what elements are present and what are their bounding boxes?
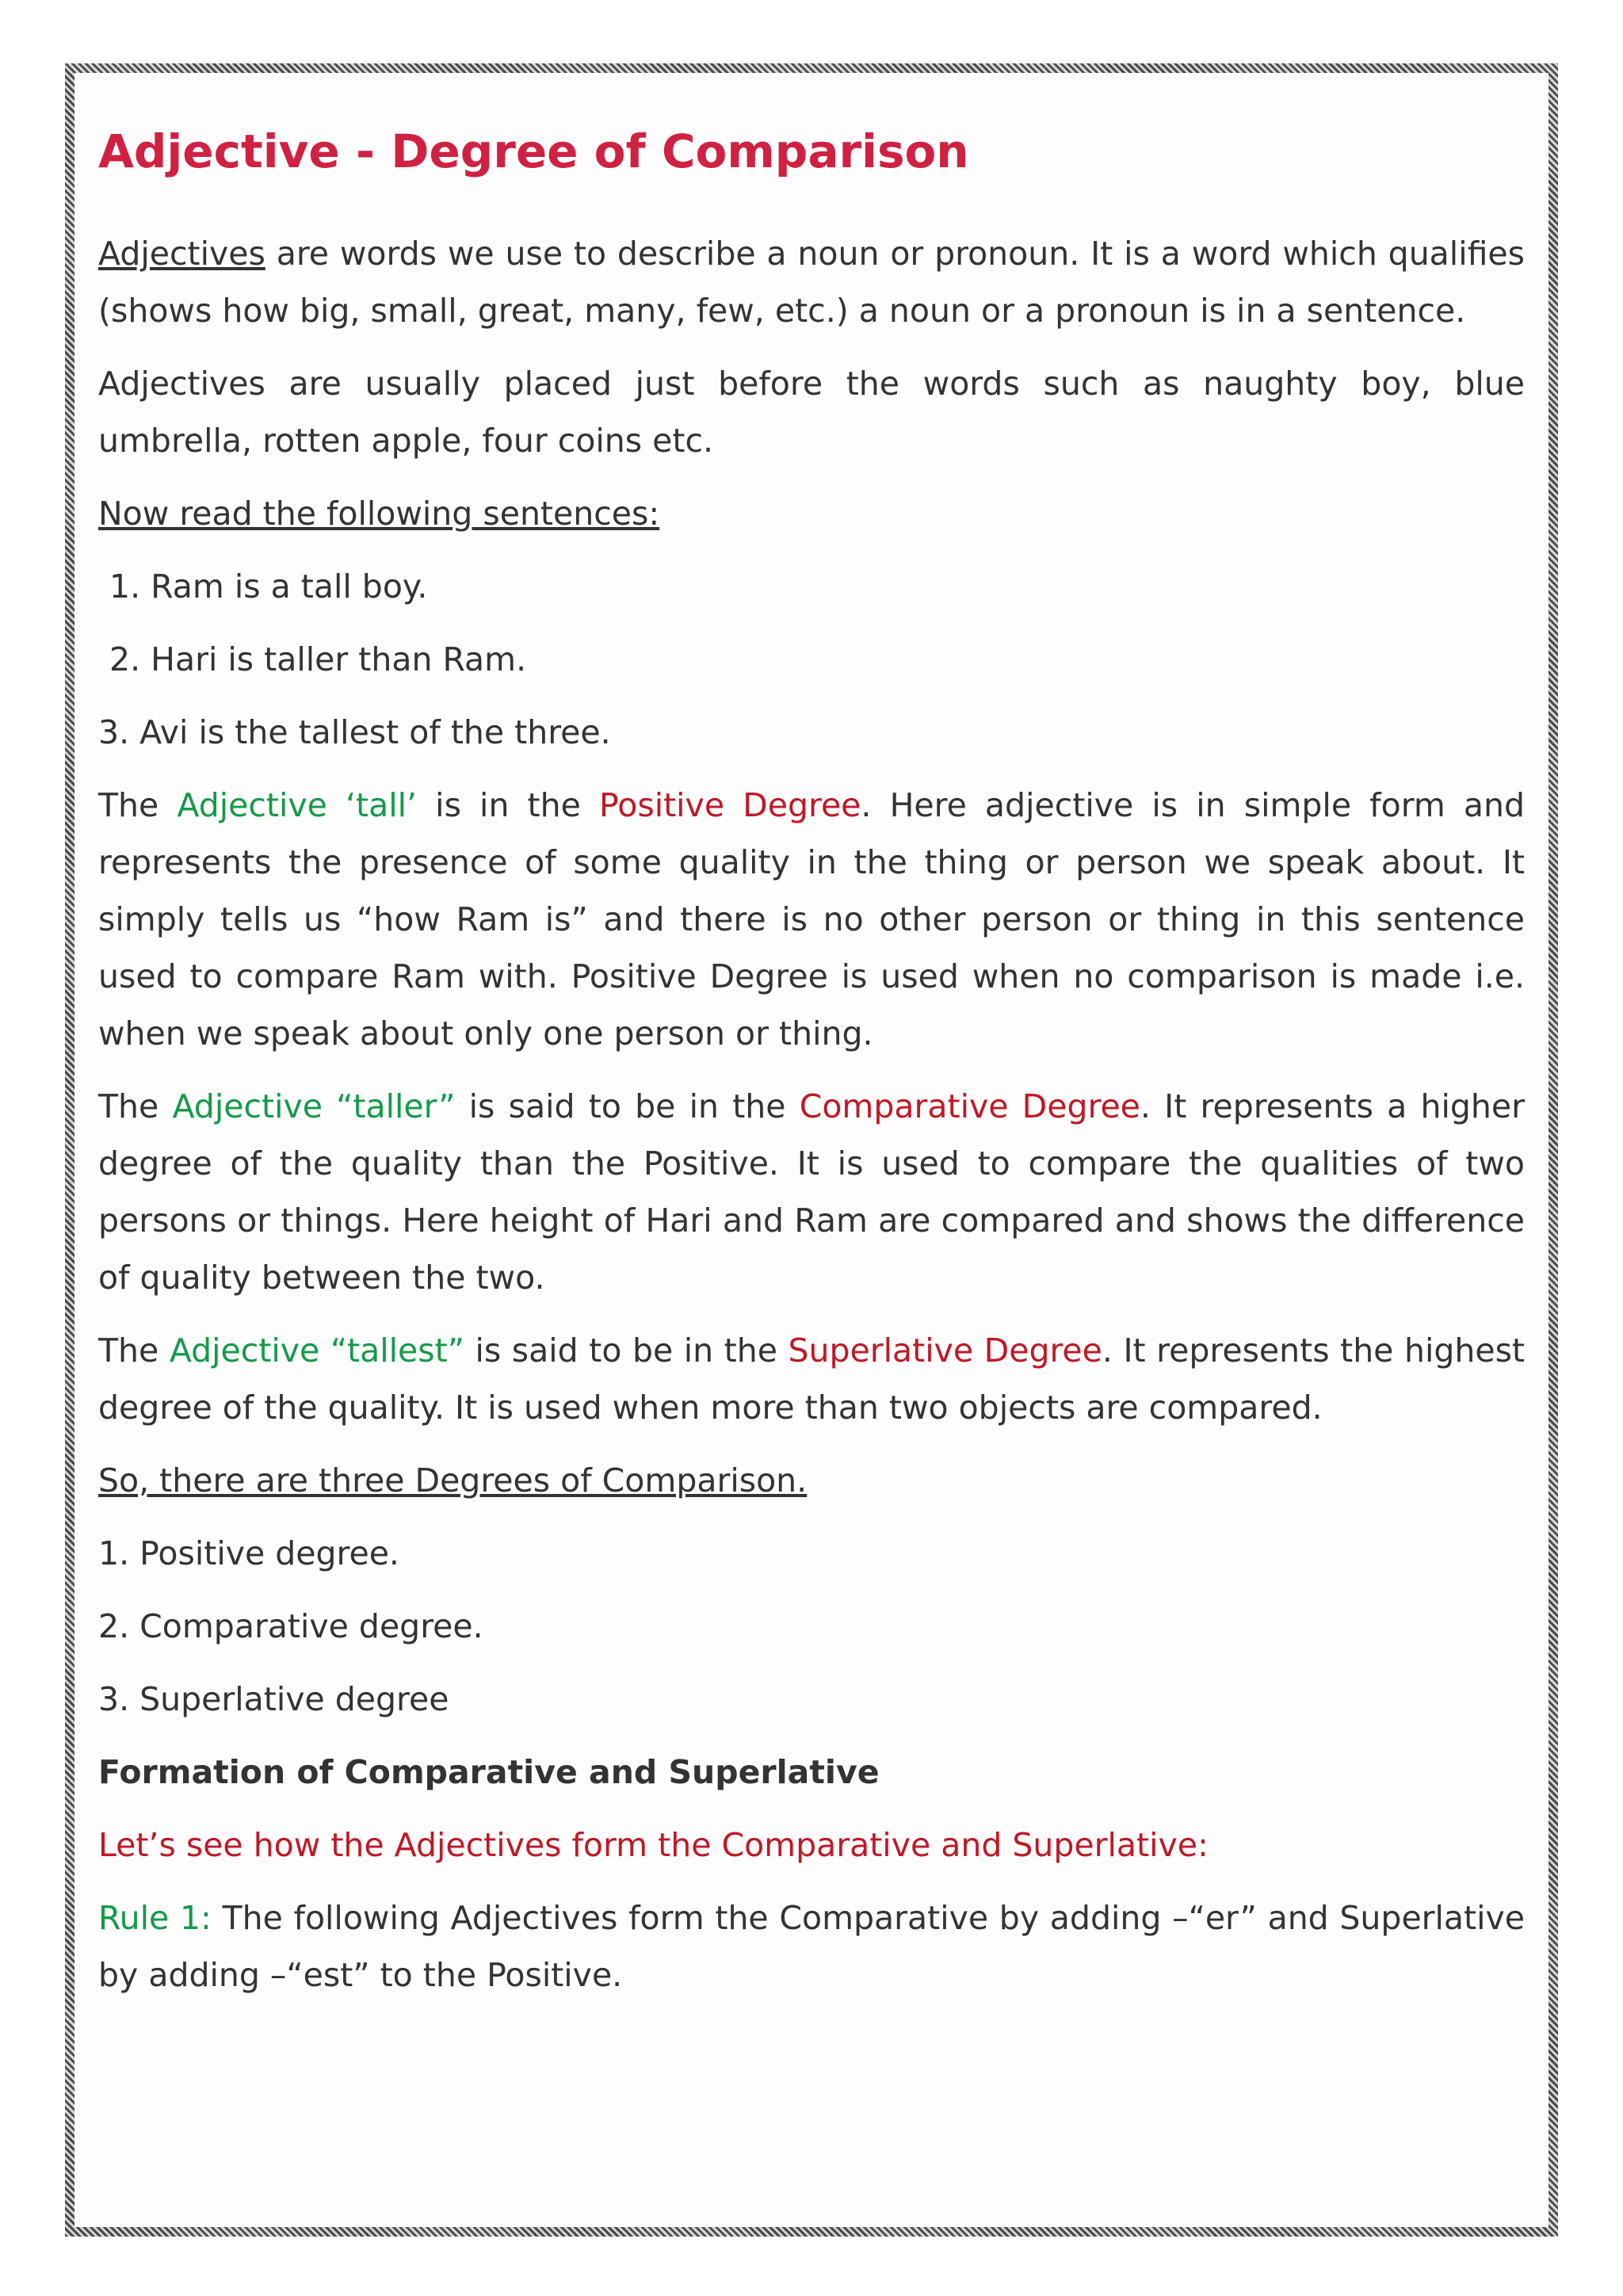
formation-heading: Formation of Comparative and Superlative (98, 1752, 880, 1791)
rule-1-paragraph (98, 1889, 1525, 2004)
intro-text: are words we use to describe a noun or pronoun. It is a word which qualifies (shows how big, small, great, many, few, etc.) a noun or a pronoun is in a sentence. (98, 234, 1525, 330)
positive-lead: The (98, 785, 178, 824)
read-heading: Now read the following sentences: (98, 494, 660, 533)
superlative-mid: is said to be in the (464, 1331, 789, 1370)
degree-item: 1. Positive degree. (98, 1534, 399, 1572)
comparative-lead: The (98, 1087, 173, 1125)
superlative-rest: . It represents the highest degree of the quality. It is used when more than two objects are compared. (98, 1331, 1526, 1427)
three-degrees-heading: So, there are three Degrees of Comparison. (98, 1461, 808, 1499)
comparative-degree: Comparative Degree (799, 1087, 1140, 1125)
intro-term: Adjectives (98, 234, 265, 273)
positive-mid: is in the (417, 785, 599, 824)
comparative-adjective: Adjective “taller” (172, 1087, 456, 1125)
intro-paragraph (98, 225, 1525, 339)
degree-item: 3. Superlative degree (98, 1679, 449, 1718)
positive-degree: Positive Degree (598, 785, 861, 824)
sentence-item: 2. Hari is taller than Ram. (109, 640, 527, 678)
positive-rest: . Here adjective is in simple form and represents the presence of some quality in the thing or person we speak about. It simply tells us “how Ram is” and there is no other person or thing in this sentence used to compare Ram with. Positive Degree is used when no comparison is made i.e. when we speak about only one person or thing. (98, 785, 1526, 1052)
superlative-paragraph (98, 1322, 1525, 1436)
superlative-degree: Superlative Degree (788, 1331, 1102, 1370)
comparative-mid: is said to be in the (455, 1087, 800, 1125)
comparative-rest: . It represents a higher degree of the quality than the Positive. It is used to compare the qualities of two persons or things. Here height of Hari and Ram are compared and shows the difference of quality between the two. (98, 1087, 1525, 1297)
rule-1-text: The following Adjectives form the Comparative by adding –“er” and Superlative by adding –“est” to the Positive. (98, 1898, 1525, 1994)
document-body (98, 124, 1526, 2019)
superlative-lead: The (98, 1331, 170, 1370)
rule-1-label: Rule 1: (98, 1898, 212, 1937)
superlative-adjective: Adjective “tallest” (169, 1331, 464, 1370)
positive-paragraph (98, 777, 1525, 1062)
formation-intro: Let’s see how the Adjectives form the Comparative and Superlative: (98, 1825, 1209, 1864)
degree-item: 2. Comparative degree. (98, 1606, 483, 1645)
page-title: Adjective - Degree of Comparison (98, 124, 969, 178)
positive-adjective: Adjective ‘tall’ (177, 785, 418, 824)
placement-paragraph: Adjectives are usually placed just before the words such as naughty boy, blue umbrella, rotten apple, four coins etc. (98, 364, 1525, 460)
comparative-paragraph (98, 1078, 1525, 1306)
sentence-item: 1. Ram is a tall boy. (109, 567, 428, 606)
sentence-item: 3. Avi is the tallest of the three. (98, 712, 611, 751)
